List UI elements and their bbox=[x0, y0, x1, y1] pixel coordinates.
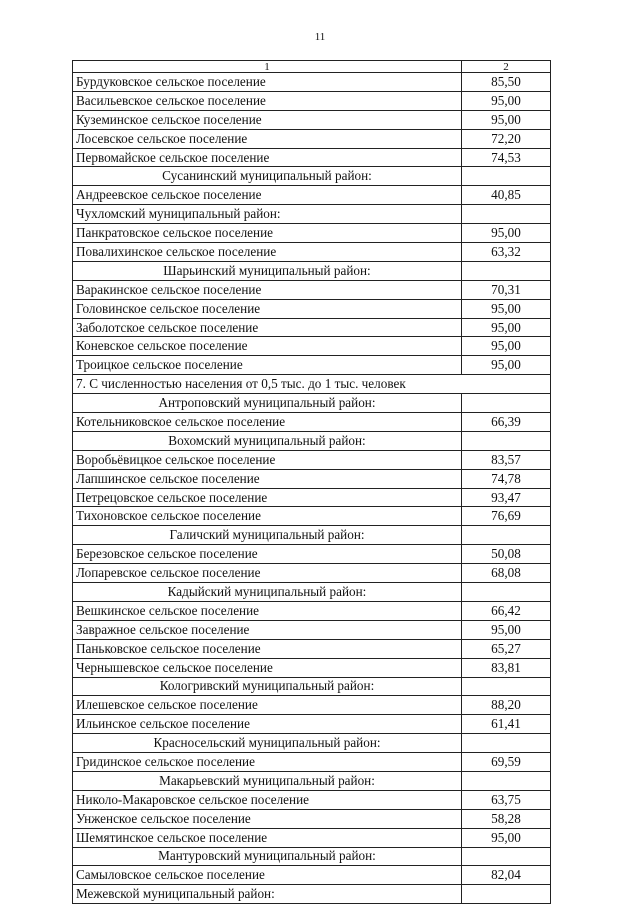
table-row bbox=[73, 299, 551, 318]
district-name: Сусанинский муниципальный район: bbox=[73, 167, 462, 186]
page-number: 11 bbox=[314, 31, 326, 43]
district-name: Шарьинский муниципальный район: bbox=[73, 261, 462, 280]
value-cell: 66,39 bbox=[462, 413, 551, 432]
settlement-name: Ильинское сельское поселение bbox=[73, 715, 462, 734]
table-row bbox=[73, 129, 551, 148]
settlement-name: Троицкое сельское поселение bbox=[73, 356, 462, 375]
value-cell: 88,20 bbox=[462, 696, 551, 715]
district-row bbox=[73, 734, 551, 753]
district-name: Чухломский муниципальный район: bbox=[73, 205, 462, 224]
data-table bbox=[72, 60, 551, 904]
table-row bbox=[73, 280, 551, 299]
value-cell: 95,00 bbox=[462, 356, 551, 375]
table-row bbox=[73, 224, 551, 243]
district-row bbox=[73, 205, 551, 224]
value-cell bbox=[462, 885, 551, 904]
table-row bbox=[73, 356, 551, 375]
district-name: Вохомский муниципальный район: bbox=[73, 431, 462, 450]
district-row bbox=[73, 885, 551, 904]
settlement-name: Андреевское сельское поселение bbox=[73, 186, 462, 205]
district-row bbox=[73, 261, 551, 280]
settlement-name: Паньковское сельское поселение bbox=[73, 639, 462, 658]
value-cell: 82,04 bbox=[462, 866, 551, 885]
table-row bbox=[73, 186, 551, 205]
table-row bbox=[73, 564, 551, 583]
table-row bbox=[73, 450, 551, 469]
table-row bbox=[73, 790, 551, 809]
settlement-name: Илешевское сельское поселение bbox=[73, 696, 462, 715]
table-row bbox=[73, 318, 551, 337]
settlement-name: Васильевское сельское поселение bbox=[73, 91, 462, 110]
settlement-name: Бурдуковское сельское поселение bbox=[73, 73, 462, 92]
value-cell: 68,08 bbox=[462, 564, 551, 583]
value-cell: 66,42 bbox=[462, 601, 551, 620]
value-cell: 50,08 bbox=[462, 545, 551, 564]
settlement-name: Варакинское сельское поселение bbox=[73, 280, 462, 299]
table-row bbox=[73, 73, 551, 92]
settlement-name: Унженское сельское поселение bbox=[73, 809, 462, 828]
value-cell bbox=[462, 431, 551, 450]
district-row bbox=[73, 677, 551, 696]
district-row bbox=[73, 167, 551, 186]
table-row bbox=[73, 545, 551, 564]
table-row bbox=[73, 753, 551, 772]
table-row bbox=[73, 639, 551, 658]
district-name: Красносельский муниципальный район: bbox=[73, 734, 462, 753]
settlement-name: Повалихинское сельское поселение bbox=[73, 243, 462, 262]
value-cell: 95,00 bbox=[462, 318, 551, 337]
value-cell bbox=[462, 583, 551, 602]
table-row bbox=[73, 715, 551, 734]
table-row bbox=[73, 148, 551, 167]
value-cell bbox=[462, 734, 551, 753]
settlement-name: Петрецовское сельское поселение bbox=[73, 488, 462, 507]
value-cell: 83,81 bbox=[462, 658, 551, 677]
value-cell bbox=[462, 526, 551, 545]
value-cell bbox=[462, 847, 551, 866]
table-row bbox=[73, 828, 551, 847]
value-cell: 72,20 bbox=[462, 129, 551, 148]
settlement-name: Панкратовское сельское поселение bbox=[73, 224, 462, 243]
value-cell: 65,27 bbox=[462, 639, 551, 658]
district-row bbox=[73, 771, 551, 790]
value-cell: 95,00 bbox=[462, 224, 551, 243]
table-row bbox=[73, 866, 551, 885]
value-cell: 70,31 bbox=[462, 280, 551, 299]
table-row bbox=[73, 413, 551, 432]
value-cell: 61,41 bbox=[462, 715, 551, 734]
table-row bbox=[73, 469, 551, 488]
value-cell: 83,57 bbox=[462, 450, 551, 469]
value-cell: 95,00 bbox=[462, 337, 551, 356]
settlement-name: Николо-Макаровское сельское поселение bbox=[73, 790, 462, 809]
district-row bbox=[73, 394, 551, 413]
settlement-name: Воробьёвицкое сельское поселение bbox=[73, 450, 462, 469]
value-cell: 85,50 bbox=[462, 73, 551, 92]
district-row bbox=[73, 583, 551, 602]
table-row bbox=[73, 507, 551, 526]
table-header-row bbox=[73, 61, 551, 73]
value-cell: 63,32 bbox=[462, 243, 551, 262]
settlement-name: Головинское сельское поселение bbox=[73, 299, 462, 318]
district-name: Антроповский муниципальный район: bbox=[73, 394, 462, 413]
settlement-name: Чернышевское сельское поселение bbox=[73, 658, 462, 677]
table-row bbox=[73, 110, 551, 129]
district-row bbox=[73, 847, 551, 866]
settlement-name: Вешкинское сельское поселение bbox=[73, 601, 462, 620]
settlement-name: Первомайское сельское поселение bbox=[73, 148, 462, 167]
value-cell: 74,78 bbox=[462, 469, 551, 488]
column-header-1: 1 bbox=[73, 61, 462, 73]
settlement-name: Лопаревское сельское поселение bbox=[73, 564, 462, 583]
settlement-name: Лосевское сельское поселение bbox=[73, 129, 462, 148]
settlement-name: Гридинское сельское поселение bbox=[73, 753, 462, 772]
value-cell bbox=[462, 771, 551, 790]
settlement-name: Самыловское сельское поселение bbox=[73, 866, 462, 885]
table-row bbox=[73, 243, 551, 262]
value-cell bbox=[462, 167, 551, 186]
value-cell: 95,00 bbox=[462, 620, 551, 639]
settlement-name: Шемятинское сельское поселение bbox=[73, 828, 462, 847]
table-row bbox=[73, 601, 551, 620]
settlement-name: Тихоновское сельское поселение bbox=[73, 507, 462, 526]
table-row bbox=[73, 488, 551, 507]
value-cell: 76,69 bbox=[462, 507, 551, 526]
district-name: Кадыйский муниципальный район: bbox=[73, 583, 462, 602]
district-name: Мантуровский муниципальный район: bbox=[73, 847, 462, 866]
district-row bbox=[73, 431, 551, 450]
value-cell: 74,53 bbox=[462, 148, 551, 167]
district-name: Макарьевский муниципальный район: bbox=[73, 771, 462, 790]
table-row bbox=[73, 809, 551, 828]
settlement-name: Завражное сельское поселение bbox=[73, 620, 462, 639]
value-cell: 95,00 bbox=[462, 299, 551, 318]
settlement-name: Заболотское сельское поселение bbox=[73, 318, 462, 337]
column-header-2: 2 bbox=[462, 61, 551, 73]
value-cell: 95,00 bbox=[462, 110, 551, 129]
settlement-name: Куземинское сельское поселение bbox=[73, 110, 462, 129]
value-cell: 40,85 bbox=[462, 186, 551, 205]
value-cell: 93,47 bbox=[462, 488, 551, 507]
value-cell bbox=[462, 261, 551, 280]
settlement-name: Лапшинское сельское поселение bbox=[73, 469, 462, 488]
value-cell: 95,00 bbox=[462, 828, 551, 847]
value-cell bbox=[462, 394, 551, 413]
section-heading-row bbox=[73, 375, 551, 394]
district-name: Межевской муниципальный район: bbox=[73, 885, 462, 904]
district-row bbox=[73, 526, 551, 545]
value-cell: 69,59 bbox=[462, 753, 551, 772]
district-name: Кологривский муниципальный район: bbox=[73, 677, 462, 696]
section-heading: 7. С численностью населения от 0,5 тыс. до 1 тыс. человек bbox=[73, 375, 551, 394]
value-cell bbox=[462, 205, 551, 224]
table-body bbox=[73, 61, 551, 904]
table-row bbox=[73, 91, 551, 110]
table-row bbox=[73, 620, 551, 639]
settlement-name: Котельниковское сельское поселение bbox=[73, 413, 462, 432]
table-row bbox=[73, 337, 551, 356]
settlement-name: Коневское сельское поселение bbox=[73, 337, 462, 356]
value-cell: 63,75 bbox=[462, 790, 551, 809]
table-row bbox=[73, 658, 551, 677]
district-name: Галичский муниципальный район: bbox=[73, 526, 462, 545]
value-cell bbox=[462, 677, 551, 696]
table-row bbox=[73, 696, 551, 715]
value-cell: 95,00 bbox=[462, 91, 551, 110]
settlement-name: Березовское сельское поселение bbox=[73, 545, 462, 564]
value-cell: 58,28 bbox=[462, 809, 551, 828]
